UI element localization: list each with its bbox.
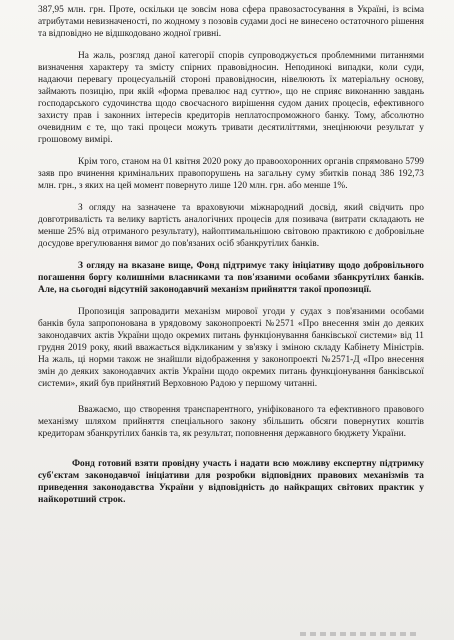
paragraph-7: Вважаємо, що створення транспарентного, уніфікованого та ефективного правового механізму шляхом прийняття спеціального закону збільшить обсяги повернутих коштів кредиторам збанкрутілих банків та, як результат, поповнення державного бюджету України. [38, 405, 424, 439]
paragraph-2: На жаль, розгляд даної категорії спорів супроводжується проблемними питаннями визначення характеру та змісту спірних правовідносин. Неподинокі випадки, коли суди, надаючи перевагу процесуальній стороні правовідносин, нівелюють їх матеріальну основу, займають позицію, при якій «форма превалює над суттю», що не сприяє виконанню завдань господарського судочинства щодо своєчасного вирішення судом даних процесів, ефективного захисту прав і законних інтересів кредиторів неплатоспроможного банку. Тому, абсолютно очевидним є те, що такі процеси можуть тривати десятиліттями, знецінюючи результат у грошовому вимірі. [38, 51, 424, 145]
paragraph-4: З огляду на зазначене та враховуючи міжнародний досвід, який свідчить про довготривалість та велику вартість аналогічних процесів для позивача (витрати складають не менше 25% від отриманого результату), найоптимальнішою світовою практикою є добровільне досудове врегулювання вимог до пов'язаних осіб збанкрутілих банків. [38, 203, 424, 249]
paragraph-8: Фонд готовий взяти провідну участь і надати всю можливу експертну підтримку суб'єктам законодавчої ініціативи для розробки відповідних правових механізмів та приведення законодавства України у відповідність до найкращих світових практик у найкоротший строк. [38, 459, 424, 505]
paragraph-3: Крім того, станом на 01 квітня 2020 року до правоохоронних органів спрямовано 5799 заяв про вчинення кримінальних правопорушень на загальну суму збитків понад 386 192,73 млн. грн., з яких на цей момент повернуто лише 120 млн. грн. або менше 1%. [38, 157, 424, 191]
paragraph-1: 387,95 млн. грн. Проте, оскільки це зовсім нова сфера правозастосування в Україні, із всіма атрибутами невизначеності, по жодному з позовів судами досі не винесено остаточного рішення та відповідно не відшкодовано жодної гривні. [38, 5, 424, 39]
paragraph-5: З огляду на вказане вище, Фонд підтримує таку ініціативу щодо добровільного погашення боргу колишніми власниками та пов'язаними особами збанкрутілих банків. Але, на сьогодні відсутній законодавчий механізм прийняття такої пропозиції. [38, 261, 424, 295]
page-footer-mark [300, 632, 420, 636]
paragraph-6: Пропозиція запровадити механізм мирової угоди у судах з пов'язаними особами банків була запропонована в урядовому законопроекті №2571 «Про внесення змін до деяких законодавчих актів України щодо окремих питань функціонування банківської системи» від 11 грудня 2019 року, який вважається відкликаним у зв'язку і зміною складу Кабінету Міністрів. На жаль, ці норми також не знайшли відображення у законопроекті №2571-Д «Про внесення змін до деяких законодавчих актів України щодо окремих питань функціонування банківської системи», який був прийнятий Верховною Радою у першому читанні. [38, 307, 424, 389]
